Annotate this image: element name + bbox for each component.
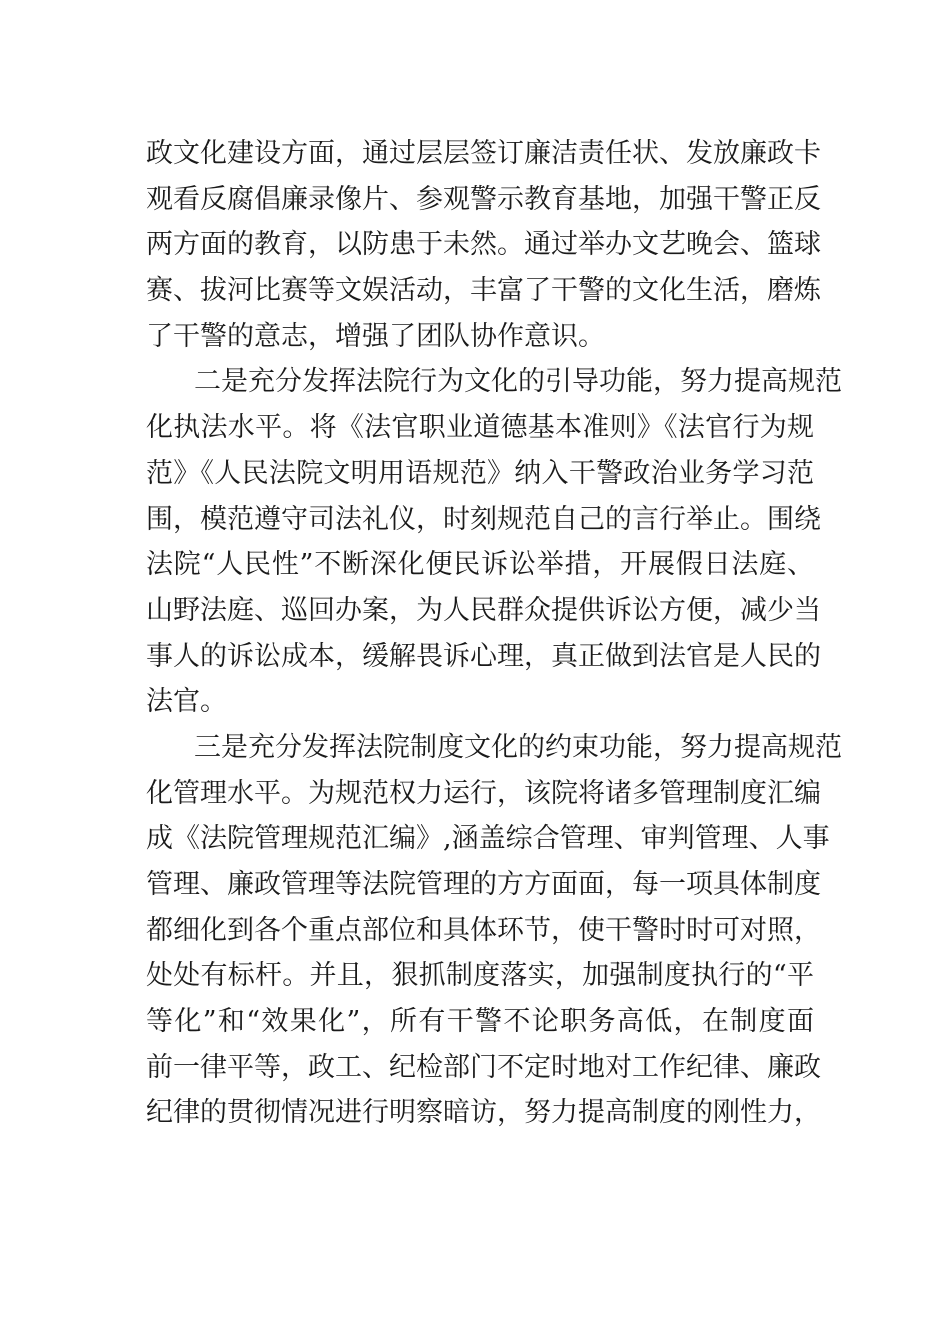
paragraph-start-line: 三是充分发挥法院制度文化的约束功能，努力提高规范: [194, 731, 842, 763]
text-line: 两方面的教育，以防患于未然。通过举办文艺晚会、篮球: [146, 229, 821, 261]
text-line: 法官。: [146, 686, 227, 718]
text-line: 了干警的意志，增强了团队协作意识。: [146, 320, 605, 352]
paragraph-start-line: 二是充分发挥法院行为文化的引导功能，努力提高规范: [194, 366, 842, 398]
text-line: 观看反腐倡廉录像片、参观警示教育基地，加强干警正反: [146, 183, 821, 215]
text-line: 成《法院管理规范汇编》,涵盖综合管理、审判管理、人事: [146, 823, 830, 855]
text-line: 政文化建设方面，通过层层签订廉洁责任状、发放廉政卡: [146, 138, 821, 169]
document-body: [146, 131, 842, 1136]
text-line: 化执法水平。将《法官职业道德基本准则》《法官行为规: [146, 412, 814, 444]
text-line: 赛、拔河比赛等文娱活动，丰富了干警的文化生活，磨炼: [146, 275, 821, 307]
text-line: 事人的诉讼成本，缓解畏诉心理，真正做到法官是人民的: [146, 640, 821, 672]
text-line: 等化”和“效果化”，所有干警不论职务高低，在制度面: [146, 1006, 814, 1038]
text-line: 纪律的贯彻情况进行明察暗访，努力提高制度的刚性力，: [146, 1097, 821, 1129]
text-line: 化管理水平。为规范权力运行，该院将诸多管理制度汇编: [146, 777, 821, 809]
text-line: 围，模范遵守司法礼仪，时刻规范自己的言行举止。围绕: [146, 503, 821, 535]
text-line: 前一律平等，政工、纪检部门不定时地对工作纪律、廉政: [146, 1051, 821, 1083]
text-line: 管理、廉政管理等法院管理的方方面面，每一项具体制度: [146, 869, 821, 900]
text-line: 都细化到各个重点部位和具体环节，使干警时时可对照，: [146, 914, 821, 946]
text-line: 法院“人民性”不断深化便民诉讼举措，开展假日法庭、: [146, 549, 814, 581]
text-line: 山野法庭、巡回办案，为人民群众提供诉讼方便，减少当: [146, 594, 821, 626]
text-line: 处处有标杆。并且，狠抓制度落实，加强制度执行的“平: [146, 960, 814, 992]
text-line: 范》《人民法院文明用语规范》纳入干警政治业务学习范: [146, 457, 814, 489]
